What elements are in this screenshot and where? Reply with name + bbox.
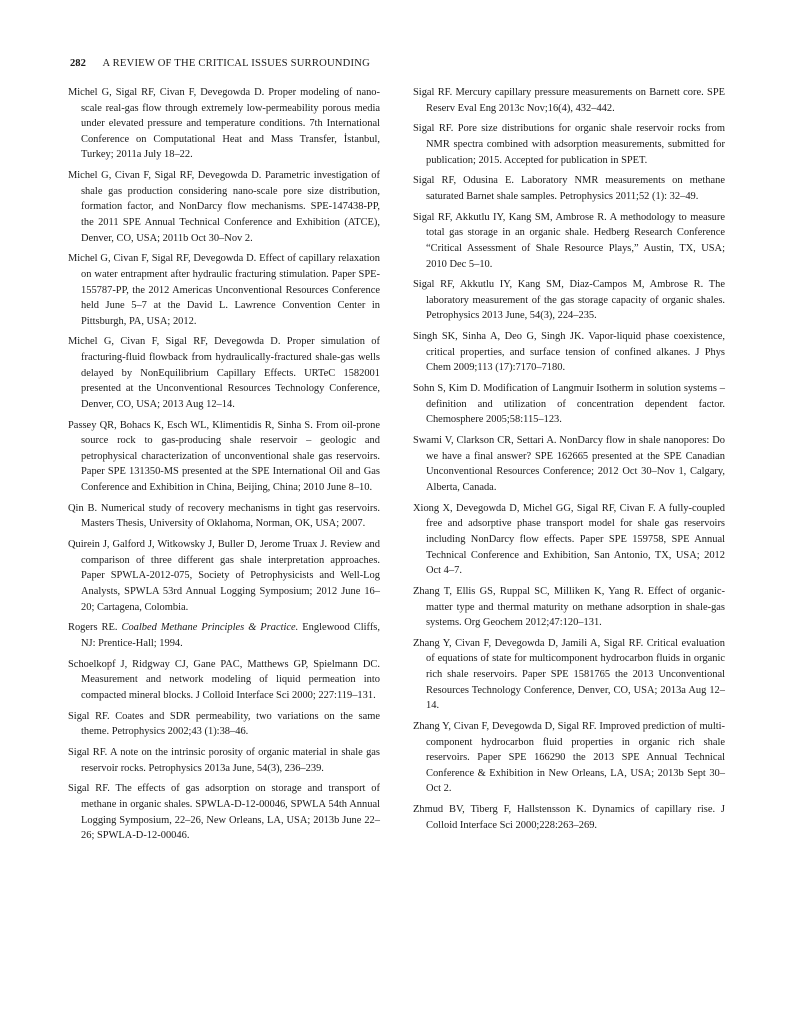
reference-entry: Sigal RF, Odusina E. Laboratory NMR measurements on methane saturated Barnet shale samples. Petrophysics 2011;52 (1): 32–49. [413, 175, 725, 202]
reference-entry: Michel G, Civan F, Sigal RF, Devegowda D. Parametric investigation of shale gas production considering nano-scale pore size distribution, formation factor, and NonDarcy flow mechanisms. SPE-147438-PP, the 2011 SPE Annual Technical Conference and Exhibition (ATCE), Denver, CO, USA; 2011b Oct 30–Nov 2. [68, 170, 380, 244]
reference-entry: Schoelkopf J, Ridgway CJ, Gane PAC, Matthews GP, Spielmann DC. Measurement and network modeling of liquid permeation into compacted mineral blocks. J Colloid Interface Sci 2000; 227:119–131. [68, 658, 380, 701]
reference-entry: Sigal RF. A note on the intrinsic porosity of organic material in shale gas reservoir rocks. Petrophysics 2013a June, 54(3), 236–239. [68, 747, 380, 774]
reference-entry: Qin B. Numerical study of recovery mechanisms in tight gas reservoirs. Masters Thesis, University of Oklahoma, Norman, OK, USA; 2007. [68, 502, 380, 530]
reference-entry: Sigal RF. Pore size distributions for organic shale reservoir rocks from NMR spectra combined with adsorption measurements, submitted for publication; 2015. Accepted for publication in SPET. [413, 123, 725, 166]
reference-entry: Sigal RF, Akkutlu IY, Kang SM, Diaz-Campos M, Ambrose R. The laboratory measurement of the gas storage capacity of organic shales. Petrophysics 2013 June, 54(3), 224–235. [413, 279, 725, 322]
running-head: A REVIEW OF THE CRITICAL ISSUES SURROUNDING [102, 58, 370, 69]
reference-entry: Sohn S, Kim D. Modification of Langmuir Isotherm in solution systems – definition and utilization of concentration dependent factor. Chemosphere 2005;58:115–123. [413, 383, 725, 426]
reference-entry: Zhang Y, Civan F, Devegowda D, Sigal RF. Improved prediction of multi-component hydrocarbon fluid properties in organic rich shale reservoirs. Paper SPE 166290 the 2013 SPE Annual Technical Conference & Exhibition in New Orleans, LA, USA; 2013b Sept 30–Oct 2. [413, 721, 725, 795]
reference-entry: Michel G, Sigal RF, Civan F, Devegowda D. Proper modeling of nano-scale real-gas flow through extremely low-permeability porous media under elevated pressure and temperature conditions. 7th International Conference on Computational Heat and Mass Transfer, İstanbul, Turkey; 2011a July 18–22. [68, 87, 380, 161]
reference-entry: Passey QR, Bohacs K, Esch WL, Klimentidis R, Sinha S. From oil-prone source rock to gas-producing shale reservoir – geologic and petrophysical characterization of unconventional shale gas reservoirs. Paper SPE 131350-MS presented at the SPE International Oil and Gas Conference and Exhibition in China, Beijing, China; 2010 June 8–10. [68, 419, 380, 493]
reference-entry: Sigal RF. The effects of gas adsorption on storage and transport of methane in organic shales. SPWLA-D-12-00046, SPWLA 54th Annual Logging Symposium, 22–26, New Orleans, LA, USA; 2013b June 22–26; SPWLA-D-12-00046. [68, 783, 380, 842]
references-column-right [413, 85, 725, 839]
references-column-left [68, 85, 380, 849]
reference-entry: Sigal RF. Coates and SDR permeability, two variations on the same theme. Petrophysics 2002;43 (1):38–46. [68, 710, 380, 738]
reference-entry: Xiong X, Devegowda D, Michel GG, Sigal RF, Civan F. A fully-coupled free and adsorptive phase transport model for shale gas reservoirs including NonDarcy flow effects. Paper SPE 159758, SPE Annual Technical Conference and Exhibition, San Antonio, TX, USA; 2012 Oct 4–7. [413, 502, 725, 577]
page-number: 282 [70, 58, 86, 69]
reference-entry: Zhang T, Ellis GS, Ruppal SC, Milliken K, Yang R. Effect of organic-matter type and thermal maturity on methane adsorption in shale-gas systems. Org Geochem 2012;47:120–131. [413, 585, 725, 629]
reference-entry: Michel G, Civan F, Sigal RF, Devegowda D. Proper simulation of fracturing-fluid flowback from hydraulically-fractured shale-gas wells delayed by NonEquilibrium Capillary Effects. URTeC 1582001 presented at the Unconventional Resources Technology Conference, Denver, CO, USA; 2013 Aug 12–14. [68, 336, 380, 410]
reference-entry: Quirein J, Galford J, Witkowsky J, Buller D, Jerome Truax J. Review and comparison of three different gas shale interpretation approaches. Paper SPWLA-2012-075, Society of Petrophysicists and Well-Log Analysts, SPWLA 53rd Annual Logging Symposium; 2012 June 16–20; Cartagena, Colombia. [68, 539, 380, 613]
reference-entry: Singh SK, Sinha A, Deo G, Singh JK. Vapor-liquid phase coexistence, critical properties, and surface tension of confined alkanes. J Phys Chem 2009;113 (17):7170–7180. [413, 331, 725, 374]
reference-entry: Michel G, Civan F, Sigal RF, Devegowda D. Effect of capillary relaxation on water entrapment after hydraulic fracturing stimulation. Paper SPE-155787-PP, the 2012 Americas Unconventional Resources Conference held June 5–7 at the David L. Lawrence Convention Center in Pittsburgh, PA, USA; 2012. [68, 253, 380, 327]
reference-entry: Sigal RF. Mercury capillary pressure measurements on Barnett core. SPE Reserv Eval Eng 2013c Nov;16(4), 432–442. [413, 87, 725, 114]
reference-entry: Swami V, Clarkson CR, Settari A. NonDarcy flow in shale nanopores: Do we have a final answer? SPE 162665 presented at the SPE Canadian Unconventional Resources Conference; 2012 Oct 30–Nov 1, Calgary, Alberta, Canada. [413, 435, 725, 493]
page-header [70, 57, 370, 70]
reference-entry [68, 620, 380, 651]
reference-book-title: Coalbed Methane Principles & Practice. [121, 622, 299, 634]
reference-entry: Zhmud BV, Tiberg F, Hallstensson K. Dynamics of capillary rise. J Colloid Interface Sci 2000;228:263–269. [413, 804, 725, 831]
reference-entry: Sigal RF, Akkutlu IY, Kang SM, Ambrose R. A methodology to measure total gas storage in an organic shale. Hedberg Research Conference “Critical Assessment of Shale Resource Plays,” Austin, TX, USA; 2010 Dec 5–10. [413, 211, 725, 270]
reference-publisher: Englewood Cliffs, NJ: Prentice-Hall; 1994. [81, 622, 380, 649]
reference-entry: Zhang Y, Civan F, Devegowda D, Jamili A, Sigal RF. Critical evaluation of equations of state for multicomponent hydrocarbon fluids in organic rich shale reservoirs. Paper SPE 1581765 the 2013 Unconventional Resources Technology Conference, Denver, CO, USA; 2013a Aug 12–14. [413, 637, 725, 712]
reference-author: Rogers RE. [68, 622, 122, 634]
